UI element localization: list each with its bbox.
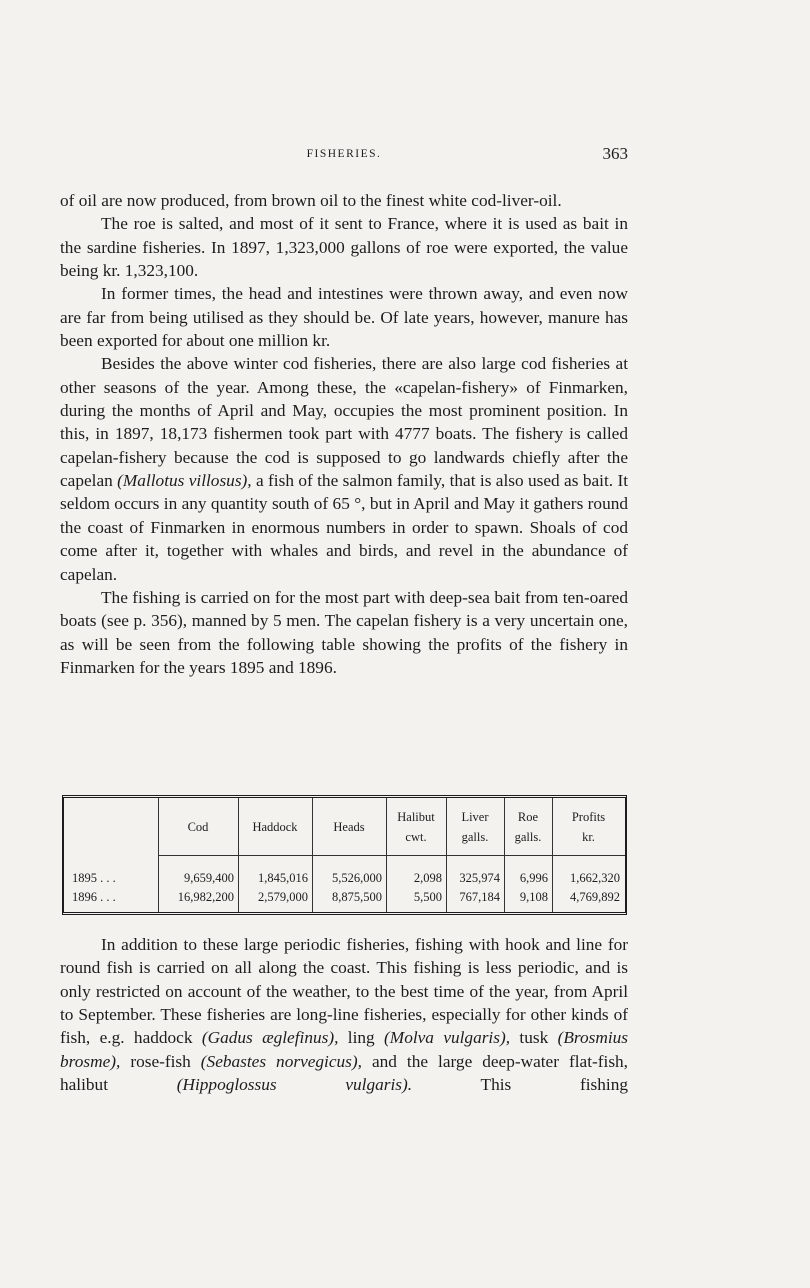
- body-text-bottom: [60, 933, 628, 1096]
- paragraph: [60, 352, 628, 585]
- species-name: (Gadus æglefinus),: [201, 1028, 339, 1048]
- table-cell: 8,875,500: [332, 890, 382, 904]
- fishery-profits-table: [62, 795, 627, 915]
- running-title: FISHERIES.: [306, 148, 382, 160]
- table-cell: 325,974: [459, 871, 500, 885]
- species-name: (Hippoglossus vulgaris).: [176, 1075, 413, 1095]
- table-cell: 5,526,000: [332, 871, 382, 885]
- species-name: (Sebastes norvegicus),: [200, 1051, 362, 1071]
- table-cell: 2,098: [413, 871, 442, 885]
- table-cell: 9,659,400: [184, 871, 234, 885]
- column-header-profits: Profits kr.: [571, 809, 606, 844]
- table-cell: 767,184: [459, 890, 500, 904]
- column-header-cod: Cod: [187, 819, 209, 834]
- paragraph: The roe is salted, and most of it sent to France, where it is used as bait in the sardine fisheries. In 1897, 1,323,000 gallons of roe were exported, the value being kr. 1,323,100.: [60, 214, 628, 281]
- column-header-roe: Roe galls.: [514, 809, 542, 844]
- table-cell: 1,662,320: [570, 871, 620, 885]
- body-text-top: [60, 189, 628, 679]
- paragraph: In addition to these large periodic fisheries, fishing with hook and line for round fish is carried on all along the coast. This fishing is less periodic, and is only restricted on account of the weather, to the best time of the year, from April to September. These fisheries are long-line fisheries, especially for other kinds of fish, e.g. haddock (Gadus æglefinus), ling (Molva vulgaris), tusk (Brosmius brosme), rose-fish (Sebastes norvegicus), and the large deep-water flat-fish, halibut (Hippoglossus vulgaris). This fishing: [60, 935, 629, 1095]
- paragraph-text: a fish of the salmon family, that is also used as bait. It seldom occurs in any quantity south of 65 °, but in April and May it gathers round the coast of Finmarken in enormous numbers in order to spawn. Shoals of cod come after it, together with whales and birds, and revel in the abundance of capelan.: [60, 471, 629, 584]
- row-year: 1896 . . .: [72, 890, 116, 904]
- paragraph: of oil are now produced, from brown oil to the finest white cod-liver-oil.: [60, 191, 562, 210]
- column-header-halibut: Halibut cwt.: [397, 809, 435, 844]
- column-header-haddock: Haddock: [252, 819, 298, 834]
- column-header-heads: Heads: [333, 819, 365, 834]
- running-head: [60, 144, 628, 168]
- table-cell: 1,845,016: [258, 871, 308, 885]
- row-year: 1895 . . .: [72, 871, 116, 885]
- paragraph: The fishing is carried on for the most part with deep-sea bait from ten-oared boats (see p. 356), manned by 5 men. The capelan fishery is a very uncertain one, as will be seen from the following table showing the profits of the fishery in Finmarken for the years 1895 and 1896.: [60, 587, 628, 677]
- table-cell: 5,500: [413, 890, 442, 904]
- table-cell: 6,996: [519, 871, 548, 885]
- species-name: (Brosmius brosme),: [60, 1028, 629, 1071]
- table-cell: 9,108: [519, 890, 548, 904]
- paragraph: In former times, the head and intestines were thrown away, and even now are far from being utilised as they should be. Of late years, however, manure has been exported for about one million kr.: [60, 284, 628, 351]
- page-number: 363: [602, 144, 628, 163]
- table-cell: 16,982,200: [177, 890, 234, 904]
- table-cell: 2,579,000: [258, 890, 308, 904]
- column-header-liver: Liver galls.: [461, 809, 489, 844]
- paragraph-text: Besides the above winter cod fisheries, there are also large cod fisheries at other seasons of the year. Among these, the «capelan-fishery» of Finmarken, during the months of April and May, occupies the most prominent position. In this, in 1897, 18,173 fishermen took part with 4777 boats. The fishery is called capelan-fishery because the cod is supposed to go landwards chiefly after the capelan: [60, 354, 628, 491]
- species-name: (Mallotus villosus),: [117, 471, 252, 491]
- table-cell: 4,769,892: [570, 890, 620, 904]
- species-name: (Molva vulgaris),: [384, 1028, 511, 1048]
